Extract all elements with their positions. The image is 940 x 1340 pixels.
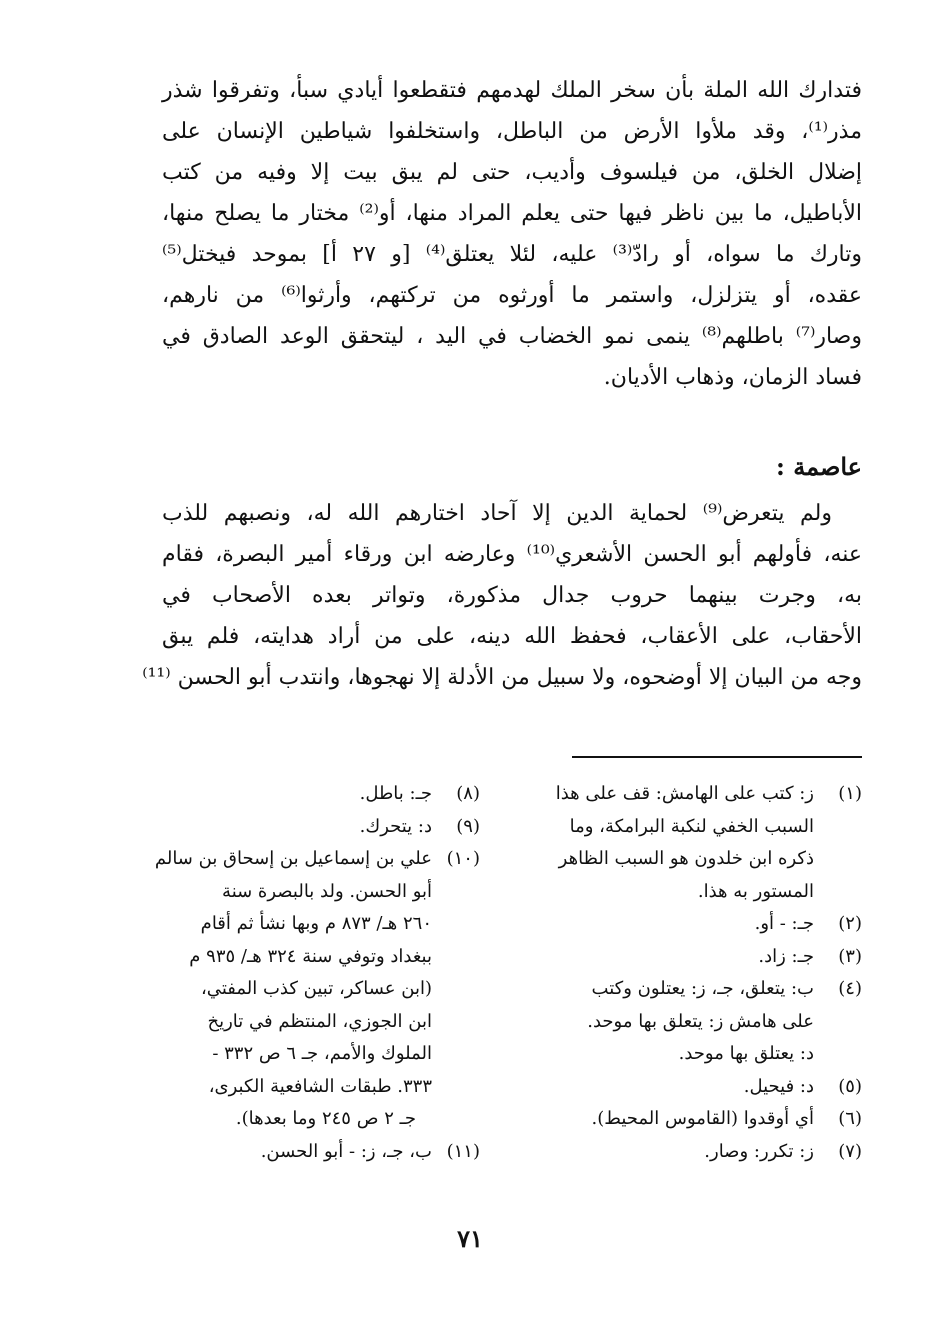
footnote-text: الملوك والأمم، جـ ٦ ص ٣٣٢ -	[212, 1043, 432, 1064]
footnote	[160, 811, 480, 844]
footnote	[522, 778, 862, 908]
footnote-text: أبو الحسن. ولد بالبصرة سنة	[222, 880, 432, 902]
footnote-number: (٢)	[838, 913, 862, 934]
text-line: وصار⁽⁷⁾ باطلهم⁽⁸⁾ ينمى نمو الخضاب في اليد ، ليتحقق الوعد الصادق في	[162, 324, 862, 349]
footnotes-left-column	[154, 778, 480, 1168]
text-line: به، وجرت بينهما حروب جدال مذكورة، وتواتر بعده الأصحاب في	[162, 583, 862, 608]
footnote-number: (١٠)	[446, 848, 480, 869]
footnote-text: (ابن عساكر، تبين كذب المفتي،	[201, 978, 432, 999]
text-line: عقده، أو يتزلزل، واستمر ما أورثوه من تركتهم، وأرثوا⁽⁶⁾ من نارهم،	[162, 283, 862, 308]
footnote-text: ذكره ابن خلدون هو السبب الظاهر	[558, 848, 814, 869]
footnote-number: (٨)	[456, 783, 480, 804]
text-line: وجه من البيان إلا أوضحوه، ولا سبيل من الأدلة إلا نهجوها، وانتدب أبو الحسن ⁽¹¹⁾	[142, 665, 862, 690]
footnote-number: (٥)	[838, 1075, 862, 1097]
footnote-text: د: يعتلق بها موحد.	[678, 1043, 814, 1064]
section-heading: عاصمة :	[776, 452, 862, 481]
footnote-text: المستور به هذا.	[697, 880, 814, 902]
footnote-text: جـ: باطل.	[359, 783, 432, 804]
paragraph-1	[162, 70, 862, 398]
footnote	[522, 1103, 862, 1136]
footnote	[160, 1136, 480, 1169]
footnote-text: السبب الخفي لنكبة البرامكة، وما	[569, 815, 814, 837]
text-line: فتدارك الله الملة بأن سخر الملك لهدمهم فتقطعوا أيادي سبأ، وتفرقوا شذر	[162, 78, 862, 103]
footnote-text: ببغداد وتوفي سنة ٣٢٤ هـ/ ٩٣٥ م	[189, 945, 432, 967]
footnote-text: د: فيحيل.	[743, 1075, 814, 1097]
text-line: الأحقاب، على الأعقاب، فحفظ الله دينه، على من أراد هدايته، فلم يبق	[162, 624, 862, 649]
footnote	[154, 843, 480, 1136]
footnote	[522, 1136, 862, 1169]
text-line: عنه، فأولهم أبو الحسن الأشعري⁽¹⁰⁾ وعارضه ابن ورقاء أمير البصرة، فقام	[162, 542, 863, 567]
footnote-text: جـ: - أو.	[754, 913, 814, 934]
footnote-text: د: يتحرك.	[359, 815, 432, 837]
footnote-text: على هامش ز: يتعلق بها موحد.	[587, 1010, 814, 1032]
footnote-number: (١)	[838, 783, 862, 804]
footnote-text: علي بن إسماعيل بن إسحاق بن سالم	[154, 848, 432, 869]
text-line: وتارك ما سواه، أو رادّ⁽³⁾ عليه، لئلا يعتلق⁽⁴⁾ [و ٢٧ أ] بموحد فيختل⁽⁵⁾	[162, 242, 862, 267]
footnote-text: ز: تكرر: وصار.	[704, 1140, 814, 1162]
footnote-number: (٩)	[456, 815, 480, 837]
footnote-text: جـ: زاد.	[758, 945, 814, 967]
footnote	[522, 973, 862, 1071]
text-line: فساد الزمان، وذهاب الأديان.	[603, 365, 862, 390]
text-line: إضلال الخلق، من فيلسوف وأديب، حتى لم يبق بيت إلا وفيه من كتب	[162, 160, 862, 185]
text-line: الأباطيل، ما بين ناظر فيها حتى يعلم المراد منها، أو⁽²⁾ مختار ما يصلح منها،	[162, 201, 862, 226]
footnote-text: أي أوقدوا (القاموس المحيط).	[591, 1108, 814, 1129]
footnote	[522, 1071, 862, 1104]
footnotes-right-column	[522, 778, 862, 1168]
footnote-text: ٢٦٠ هـ/ ٨٧٣ م وبها نشأ ثم أقام	[200, 913, 432, 934]
footnote	[160, 778, 480, 811]
footnote-number: (١١)	[446, 1140, 480, 1162]
text-line: مذر⁽¹⁾، وقد ملأوا الأرض من الباطل، واستخلفوا شياطين الإنسان على	[162, 119, 862, 144]
footnote-number: (٤)	[838, 978, 862, 999]
footnote-text: ز: كتب على الهامش: قف على هذا	[555, 783, 814, 804]
footnote-text: ابن الجوزي، المنتظم في تاريخ	[207, 1010, 432, 1032]
page-number: ٧١	[457, 1224, 483, 1253]
footnote-text: ب، جـ، ز: - أبو الحسن.	[260, 1140, 432, 1162]
footnote	[522, 941, 862, 974]
footnote-divider	[572, 756, 862, 758]
footnote-number: (٣)	[838, 945, 862, 967]
footnote-number: (٧)	[838, 1140, 862, 1162]
footnote-number: (٦)	[838, 1108, 862, 1129]
footnote	[522, 908, 862, 941]
text-line: ولم يتعرض⁽⁹⁾ لحماية الدين إلا آحاد اختارهم الله له، ونصبهم للذب	[162, 501, 832, 526]
footnote-text: جـ ٢ ص ٢٤٥ وما بعدها).	[235, 1108, 416, 1129]
paragraph-2	[142, 493, 863, 698]
footnote-text: ب: يتعلق، جـ، ز: يعتلون وكتب	[591, 978, 814, 999]
footnote-text: ٣٣٣. طبقات الشافعية الكبرى،	[208, 1075, 432, 1097]
